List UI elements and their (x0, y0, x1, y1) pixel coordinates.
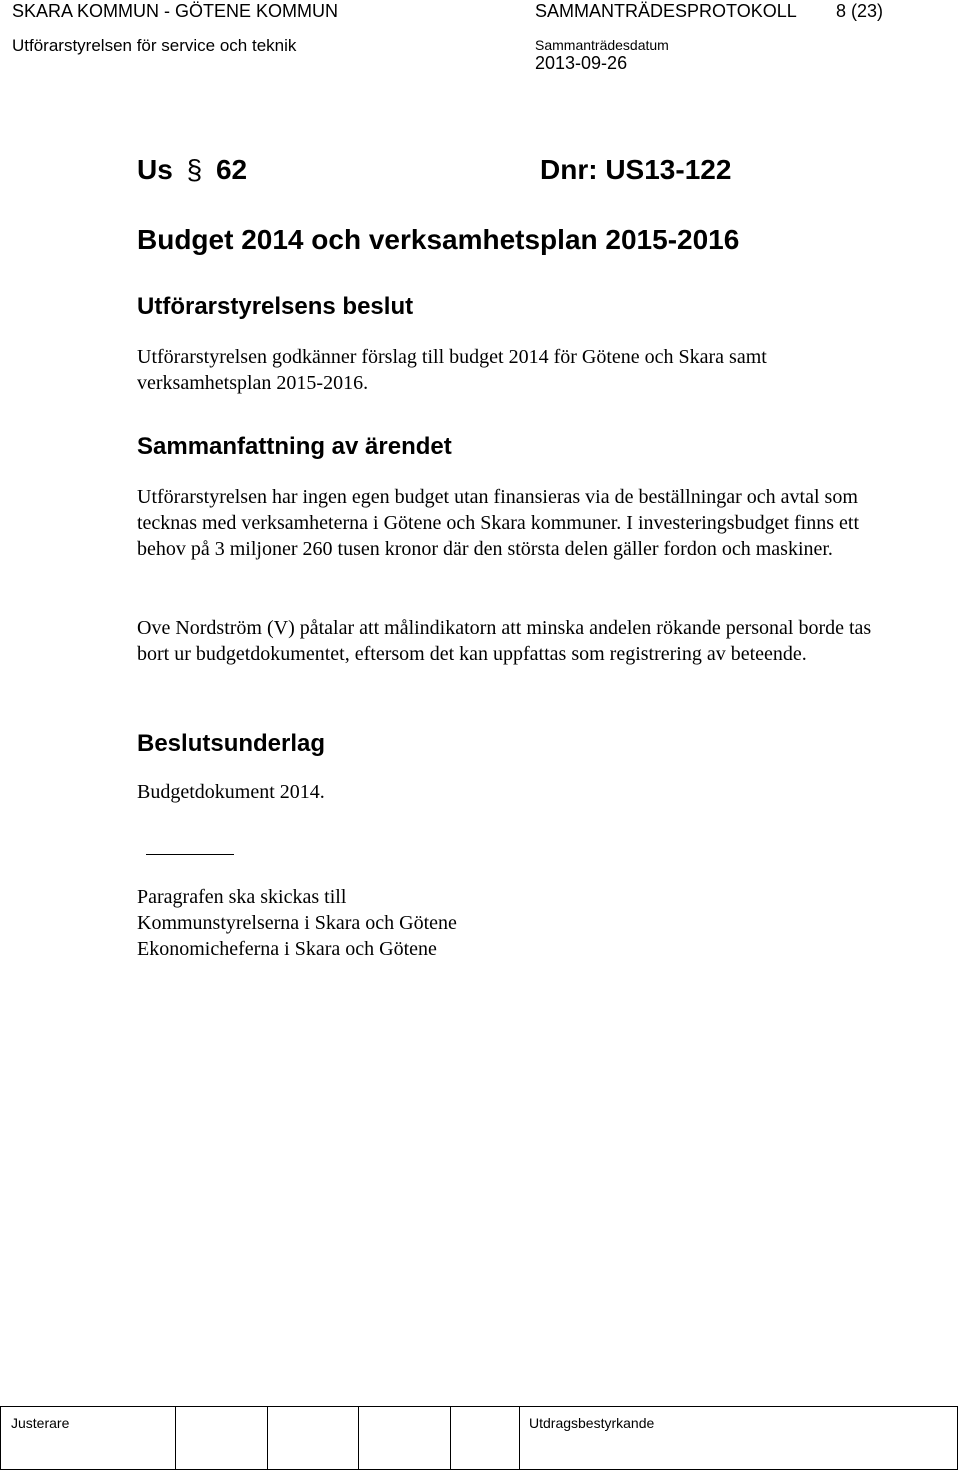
distribution-recipient-1: Kommunstyrelserna i Skara och Götene (137, 912, 457, 934)
basis-heading: Beslutsunderlag (137, 730, 326, 757)
diary-number: Dnr: US13-122 (540, 154, 732, 185)
paragraph-prefix: Us (137, 154, 173, 185)
signature-cell-3 (268, 1407, 359, 1469)
summary-paragraph-2: Ove Nordström (V) påtalar att målindikatorn att minska andelen rökande personal borde tas bort ur budgetdokumentet, eftersom det kan uppfattas som registrering av beteende. (137, 617, 872, 665)
distribution-recipient-2: Ekonomicheferna i Skara och Götene (137, 938, 437, 960)
meeting-date: 2013-09-26 (535, 53, 628, 73)
date-label: Sammanträdesdatum (535, 37, 669, 53)
section-symbol: § (186, 154, 203, 185)
paragraph-number: 62 (215, 154, 248, 185)
signature-footer (0, 1406, 958, 1470)
document-type: SAMMANTRÄDESPROTOKOLL (535, 1, 797, 21)
board-name: Utförarstyrelsen för service och teknik (12, 36, 297, 55)
case-title: Budget 2014 och verksamhetsplan 2015-2016 (137, 224, 740, 255)
basis-text: Budgetdokument 2014. (137, 781, 325, 803)
summary-heading: Sammanfattning av ärendet (137, 433, 452, 460)
signature-cell-4 (359, 1407, 451, 1469)
page-number: 8 (23) (836, 1, 884, 21)
justerare-cell (1, 1407, 176, 1469)
decision-text: Utförarstyrelsen godkänner förslag till budget 2014 för Götene och Skara samt verksamhetsplan 2015-2016. (137, 346, 767, 394)
decision-heading: Utförarstyrelsens beslut (137, 293, 414, 320)
separator-line (146, 854, 234, 855)
paragraph-reference (137, 154, 247, 186)
distribution-intro: Paragrafen ska skickas till (137, 886, 347, 908)
utdragsbestyrkande-label: Utdragsbestyrkande (529, 1415, 655, 1431)
summary-paragraph-1: Utförarstyrelsen har ingen egen budget utan finansieras via de beställningar och avtal som tecknas med verksamheterna i Götene och Skara kommuner. I investeringsbudget finns ett behov på 3 miljoner 260 tusen kronor där den största delen gäller fordon och maskiner. (137, 486, 860, 560)
signature-cell-2 (176, 1407, 268, 1469)
signature-cell-5 (451, 1407, 520, 1469)
justerare-label: Justerare (11, 1415, 70, 1431)
municipality-title: SKARA KOMMUN - GÖTENE KOMMUN (12, 1, 339, 21)
